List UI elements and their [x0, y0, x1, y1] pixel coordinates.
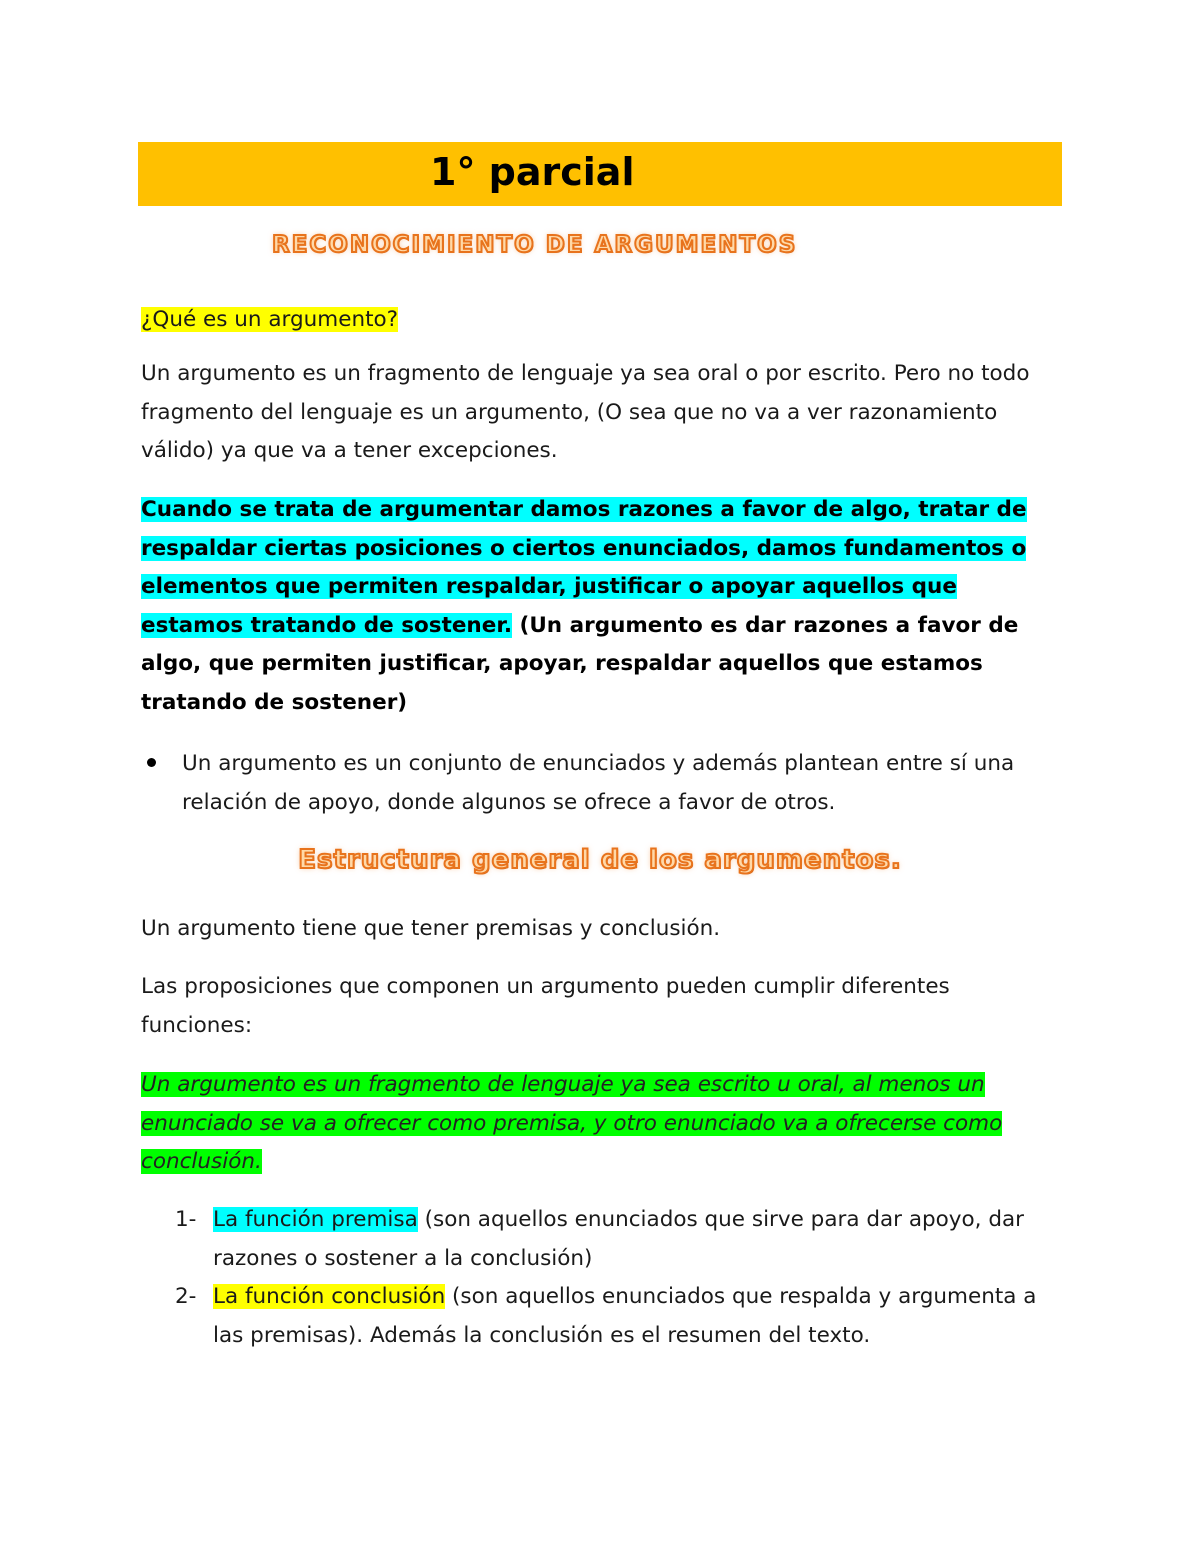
- structure-paragraph-1: Un argumento tiene que tener premisas y conclusión.: [141, 916, 721, 941]
- question-heading: [141, 301, 1041, 340]
- section-heading-structure: Estructura general de los argumentos.: [298, 845, 902, 875]
- list-number: 2-: [175, 1284, 197, 1309]
- title-banner: [138, 142, 1062, 206]
- green-highlight-paragraph: [141, 1066, 1031, 1182]
- question-text: ¿Qué es un argumento?: [141, 307, 399, 332]
- intro-paragraph: Un argumento es un fragmento de lenguaje ya sea oral o por escrito. Pero no todo fragmento del lenguaje es un argumento, (O sea que no va a ver razonamiento válido) ya que va a tener excepciones.: [141, 361, 1030, 463]
- highlighted-paragraph: [141, 491, 1031, 722]
- bullet-icon: [147, 758, 156, 767]
- green-highlight-text: Un argumento es un fragmento de lenguaje ya sea escrito u oral, al menos un enunciado se va a ofrecer como premisa, y otro enunciado va a ofrecerse como conclusión.: [141, 1072, 1003, 1174]
- conclusion-description: (son aquellos enunciados que respalda y argumenta a las premisas). Además la conclusión es el resumen del texto.: [213, 1284, 1037, 1348]
- page-title: 1° parcial: [430, 150, 635, 194]
- term-conclusion: La función conclusión: [213, 1284, 446, 1309]
- list-item-text: [213, 1278, 1063, 1355]
- section-subtitle: RECONOCIMIENTO DE ARGUMENTOS: [272, 232, 798, 258]
- list-item-text: [213, 1201, 1063, 1278]
- cyan-highlight-text: Cuando se trata de argumentar damos razones a favor de algo, tratar de respaldar ciertas posiciones o ciertos enunciados, damos fundamentos o elementos que permiten respaldar, justificar o apoyar aquellos que estamos tratando de sostener.: [141, 497, 1027, 638]
- premise-description: (son aquellos enunciados que sirve para dar apoyo, dar razones o sostener a la conclusión): [213, 1207, 1025, 1271]
- structure-paragraph-2: Las proposiciones que componen un argumento pueden cumplir diferentes funciones:: [141, 974, 950, 1038]
- term-premise: La función premisa: [213, 1207, 418, 1232]
- bullet-text: Un argumento es un conjunto de enunciados y además plantean entre sí una relación de apoyo, donde algunos se ofrece a favor de otros.: [182, 751, 1015, 815]
- list-number: 1-: [175, 1207, 197, 1232]
- bold-explanation: (Un argumento es dar razones a favor de algo, que permiten justificar, apoyar, respaldar aquellos que estamos tratando de sostener): [141, 612, 1019, 715]
